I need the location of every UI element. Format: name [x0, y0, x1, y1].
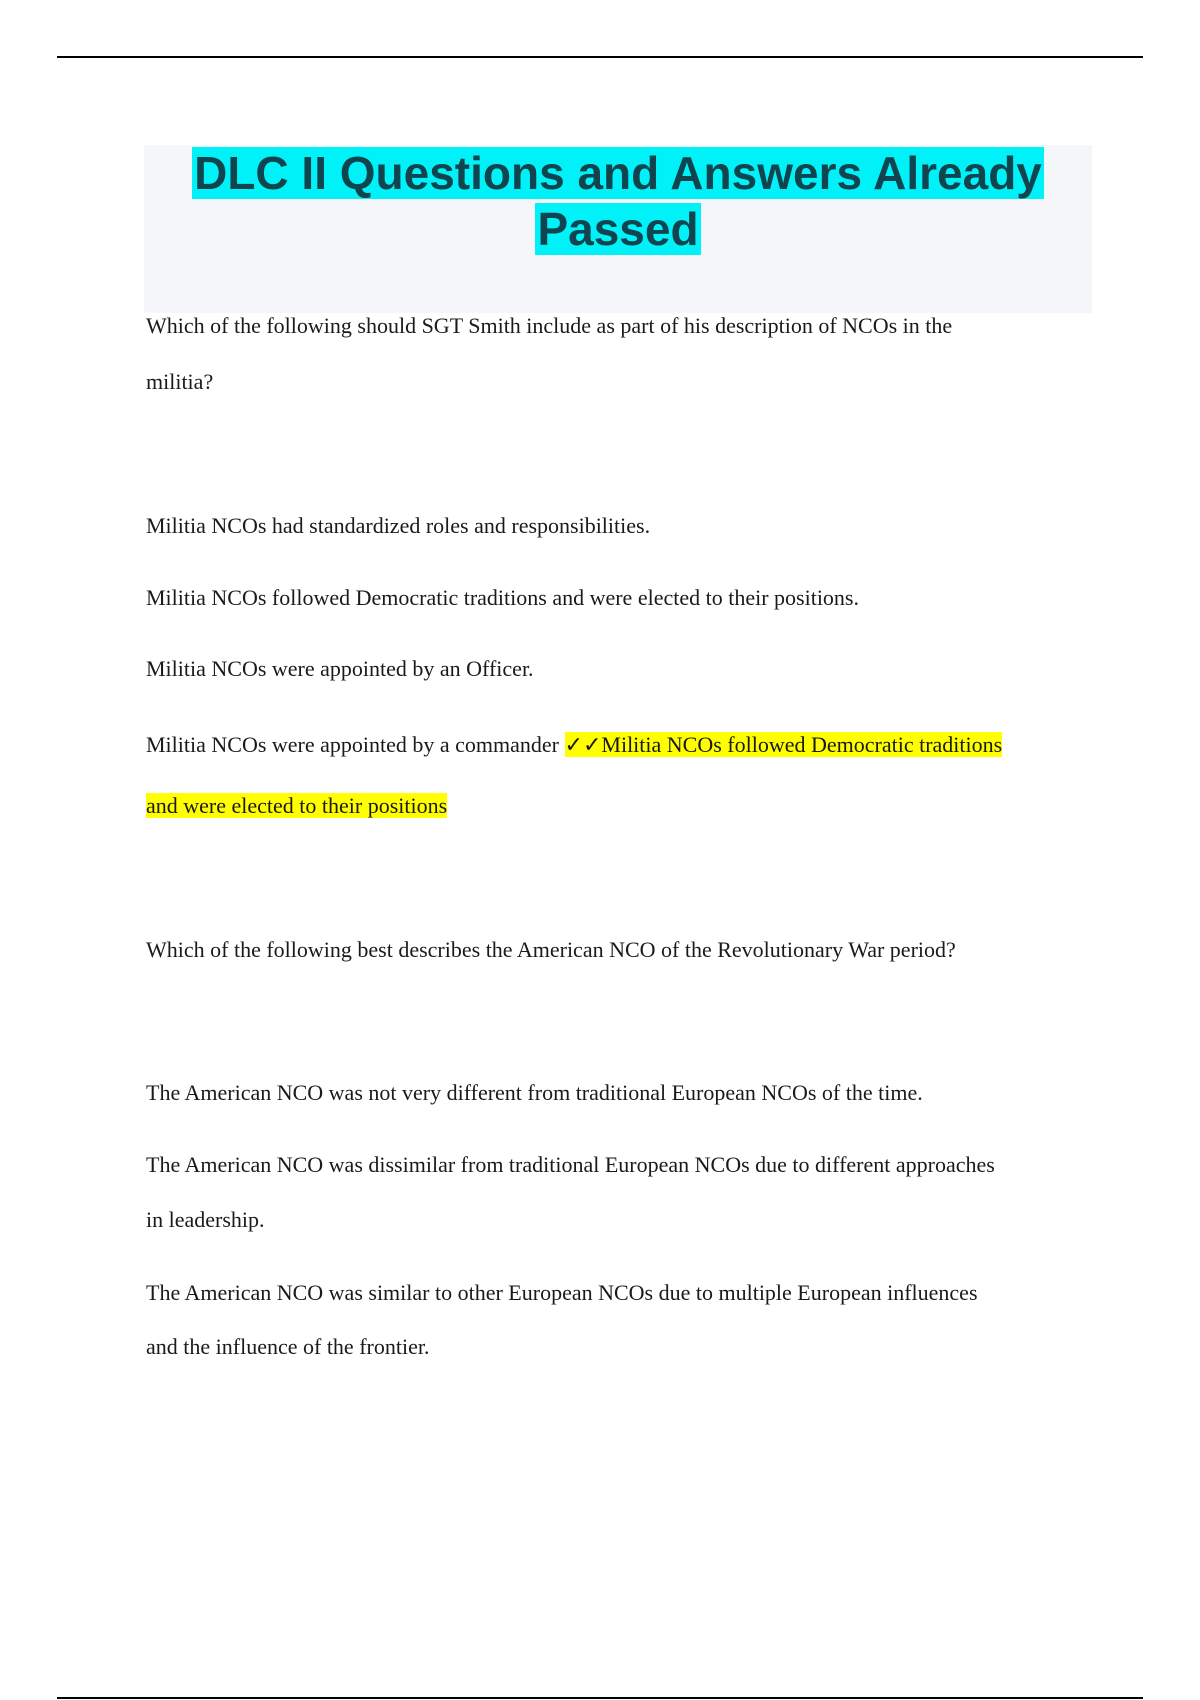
- question-1-option-1: Militia NCOs had standardized roles and responsibilities.: [146, 513, 651, 538]
- question-1-answer-line-1: Militia NCOs followed Democratic traditions: [601, 732, 1003, 757]
- document-title: [144, 145, 1092, 257]
- question-2-option-2-line-1: The American NCO was dissimilar from traditional European NCOs due to different approaches: [146, 1152, 995, 1177]
- question-1-option-3: Militia NCOs were appointed by an Officer.: [146, 656, 534, 681]
- question-2-option-3-line-2: and the influence of the frontier.: [146, 1334, 430, 1359]
- question-2-prompt: Which of the following best describes the American NCO of the Revolutionary War period?: [146, 937, 956, 962]
- question-1-answer-row-2: [146, 791, 447, 821]
- question-1-option-4-row: [146, 730, 1002, 760]
- title-line-2: Passed: [537, 203, 699, 255]
- title-line-1: DLC II Questions and Answers Already: [194, 147, 1042, 199]
- question-2-option-2-line-2: in leadership.: [146, 1207, 265, 1232]
- question-1-prompt-line-2: militia?: [146, 369, 214, 394]
- header-rule: [57, 56, 1143, 58]
- footer-rule: [57, 1697, 1143, 1699]
- question-1-option-2: Militia NCOs followed Democratic traditions and were elected to their positions.: [146, 585, 859, 610]
- question-2-option-1: The American NCO was not very different from traditional European NCOs of the time.: [146, 1080, 923, 1105]
- question-1-prompt-line-1: Which of the following should SGT Smith include as part of his description of NCOs in the: [146, 313, 953, 338]
- question-1-answer-highlight: [565, 732, 1003, 757]
- question-1-option-4: Militia NCOs were appointed by a commander: [146, 732, 560, 757]
- question-2-option-3-line-1: The American NCO was similar to other European NCOs due to multiple European influences: [146, 1280, 978, 1305]
- question-1-answer-line-2: and were elected to their positions: [146, 793, 448, 818]
- answer-check-marks: ✓✓: [564, 732, 602, 757]
